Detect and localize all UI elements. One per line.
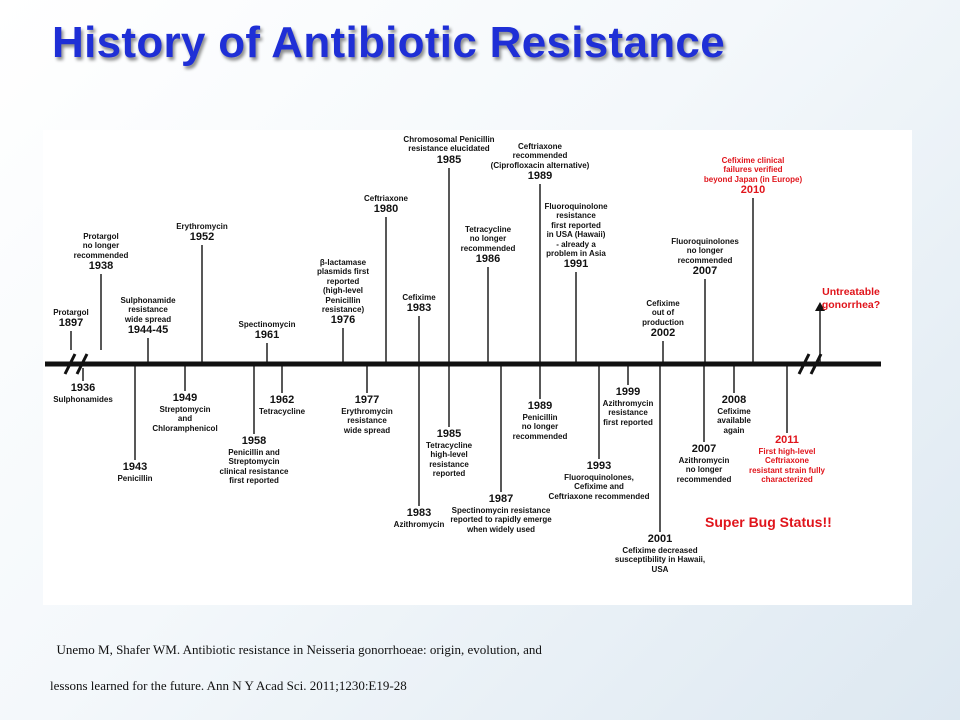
event-note: Azithromycin bbox=[393, 520, 445, 529]
event-year: 1977 bbox=[354, 394, 380, 406]
event-note: Cefixime out of production bbox=[642, 299, 684, 327]
event-year: 2010 bbox=[740, 184, 766, 197]
event-above-1976 bbox=[317, 258, 369, 327]
event-year: 1993 bbox=[586, 460, 612, 472]
event-year: 1952 bbox=[189, 231, 215, 244]
event-note: Tetracycline high-level resistance reported bbox=[425, 441, 473, 479]
event-year: 1987 bbox=[488, 493, 514, 505]
event-note: Protargol no longer recommended bbox=[73, 232, 129, 260]
event-year: 2008 bbox=[721, 394, 747, 406]
event-year: 1936 bbox=[70, 382, 96, 394]
event-below-1993 bbox=[549, 460, 650, 501]
event-year: 1989 bbox=[527, 400, 553, 412]
event-year: 1943 bbox=[122, 461, 148, 473]
event-above-1983 bbox=[402, 293, 435, 315]
event-above-1938 bbox=[74, 232, 129, 273]
event-below-1985 bbox=[426, 428, 472, 479]
event-year: 1961 bbox=[254, 329, 280, 342]
event-note: Erythromycin resistance wide spread bbox=[341, 407, 393, 435]
event-note: Cefixime bbox=[402, 293, 436, 302]
event-note: Cefixime clinical failures verified beyond Japan (in Europe) bbox=[703, 156, 803, 184]
event-note: Protargol bbox=[53, 308, 89, 317]
untreatable-note: Untreatable gonorrhea? bbox=[821, 286, 881, 311]
event-note: First high-level Ceftriaxone resistant strain fully characterized bbox=[748, 447, 826, 485]
event-year: 2007 bbox=[691, 443, 717, 455]
event-note: Sulphonamides bbox=[53, 395, 113, 404]
event-note: Fluoroquinolones no longer recommended bbox=[671, 237, 739, 265]
event-above-1985 bbox=[403, 135, 494, 167]
event-note: Fluoroquinolone resistance first reported in USA (Hawaii) - already a problem in Asia bbox=[544, 202, 608, 259]
event-note: Streptomycin and Chloramphenicol bbox=[152, 405, 218, 433]
event-above-1897 bbox=[53, 308, 89, 330]
event-below-1958 bbox=[220, 435, 289, 486]
event-year: 1991 bbox=[563, 258, 589, 271]
event-note: Cefixime available again bbox=[717, 407, 751, 435]
event-year: 1949 bbox=[172, 392, 198, 404]
event-year: 2002 bbox=[650, 327, 676, 340]
event-note: Sulphonamide resistance wide spread bbox=[120, 296, 176, 324]
event-year: 1976 bbox=[330, 314, 356, 327]
event-note: Ceftriaxone recommended (Ciprofloxacin alternative) bbox=[490, 142, 590, 170]
event-year: 1983 bbox=[406, 302, 432, 315]
citation-line-2: lessons learned for the future. Ann N Y Acad Sci. 2011;1230:E19-28 bbox=[50, 678, 407, 693]
event-above-1952 bbox=[176, 222, 228, 244]
event-year: 2011 bbox=[775, 434, 799, 446]
event-year: 1989 bbox=[527, 170, 553, 183]
event-below-1949 bbox=[152, 392, 217, 433]
event-note: Fluoroquinolones, Cefixime and Ceftriaxone recommended bbox=[548, 473, 650, 501]
event-note: Ceftriaxone bbox=[363, 194, 409, 203]
citation bbox=[50, 623, 542, 695]
event-below-2011 bbox=[749, 434, 825, 485]
event-year: 1938 bbox=[88, 260, 114, 273]
event-year: 1944-45 bbox=[127, 324, 169, 337]
event-note: Spectinomycin resistance reported to rapidly emerge when widely used bbox=[450, 506, 552, 534]
event-above-1961 bbox=[239, 320, 296, 342]
event-year: 1897 bbox=[58, 317, 84, 330]
event-year: 1999 bbox=[615, 386, 641, 398]
slide-title: History of Antibiotic Resistance bbox=[52, 18, 725, 67]
event-year: 1985 bbox=[436, 428, 462, 440]
event-note: Penicillin bbox=[117, 474, 153, 483]
timeline-panel bbox=[43, 130, 912, 605]
event-note: Azithromycin no longer recommended bbox=[676, 456, 732, 484]
event-below-2001 bbox=[615, 533, 705, 574]
event-below-2008 bbox=[717, 394, 751, 435]
event-note: β-lactamase plasmids first reported (high-level Penicillin resistance) bbox=[316, 258, 370, 315]
event-below-1989 bbox=[513, 400, 568, 441]
event-note: Spectinomycin bbox=[238, 320, 296, 329]
event-note: Azithromycin resistance first reported bbox=[602, 399, 654, 427]
event-below-1999 bbox=[603, 386, 654, 427]
event-below-1987 bbox=[450, 493, 551, 534]
event-year: 1983 bbox=[406, 507, 432, 519]
event-above-1944-45 bbox=[120, 296, 175, 337]
event-note: Erythromycin bbox=[176, 222, 228, 231]
event-above-1989 bbox=[491, 142, 590, 183]
event-below-2007 bbox=[677, 443, 732, 484]
event-above-1986 bbox=[461, 225, 516, 266]
event-below-1943 bbox=[117, 461, 152, 483]
event-year: 1986 bbox=[475, 253, 501, 266]
citation-line-1: Unemo M, Shafer WM. Antibiotic resistance in Neisseria gonorrhoeae: origin, evolution, and bbox=[56, 642, 542, 657]
event-above-2010 bbox=[704, 156, 802, 197]
event-note: Penicillin and Streptomycin clinical resistance first reported bbox=[219, 448, 289, 486]
event-note: Tetracycline bbox=[258, 407, 306, 416]
event-below-1936 bbox=[53, 382, 113, 404]
event-note: Penicillin no longer recommended bbox=[512, 413, 568, 441]
event-year: 2001 bbox=[647, 533, 673, 545]
event-note: Chromosomal Penicillin resistance elucidated bbox=[403, 135, 495, 154]
event-year: 1962 bbox=[269, 394, 295, 406]
event-note: Tetracycline no longer recommended bbox=[460, 225, 516, 253]
event-year: 1985 bbox=[436, 153, 462, 166]
event-above-1991 bbox=[544, 202, 607, 271]
event-below-1983 bbox=[394, 507, 445, 529]
super-bug-status: Super Bug Status!! bbox=[705, 514, 832, 530]
event-year: 2007 bbox=[692, 265, 718, 278]
event-above-2007 bbox=[671, 237, 739, 278]
event-below-1977 bbox=[341, 394, 393, 435]
event-year: 1980 bbox=[373, 203, 399, 216]
event-note: Cefixime decreased susceptibility in Hawaii, USA bbox=[614, 546, 706, 574]
event-above-2002 bbox=[642, 299, 684, 340]
event-below-1962 bbox=[259, 394, 305, 416]
event-year: 1958 bbox=[241, 435, 267, 447]
event-above-1980 bbox=[364, 194, 408, 216]
